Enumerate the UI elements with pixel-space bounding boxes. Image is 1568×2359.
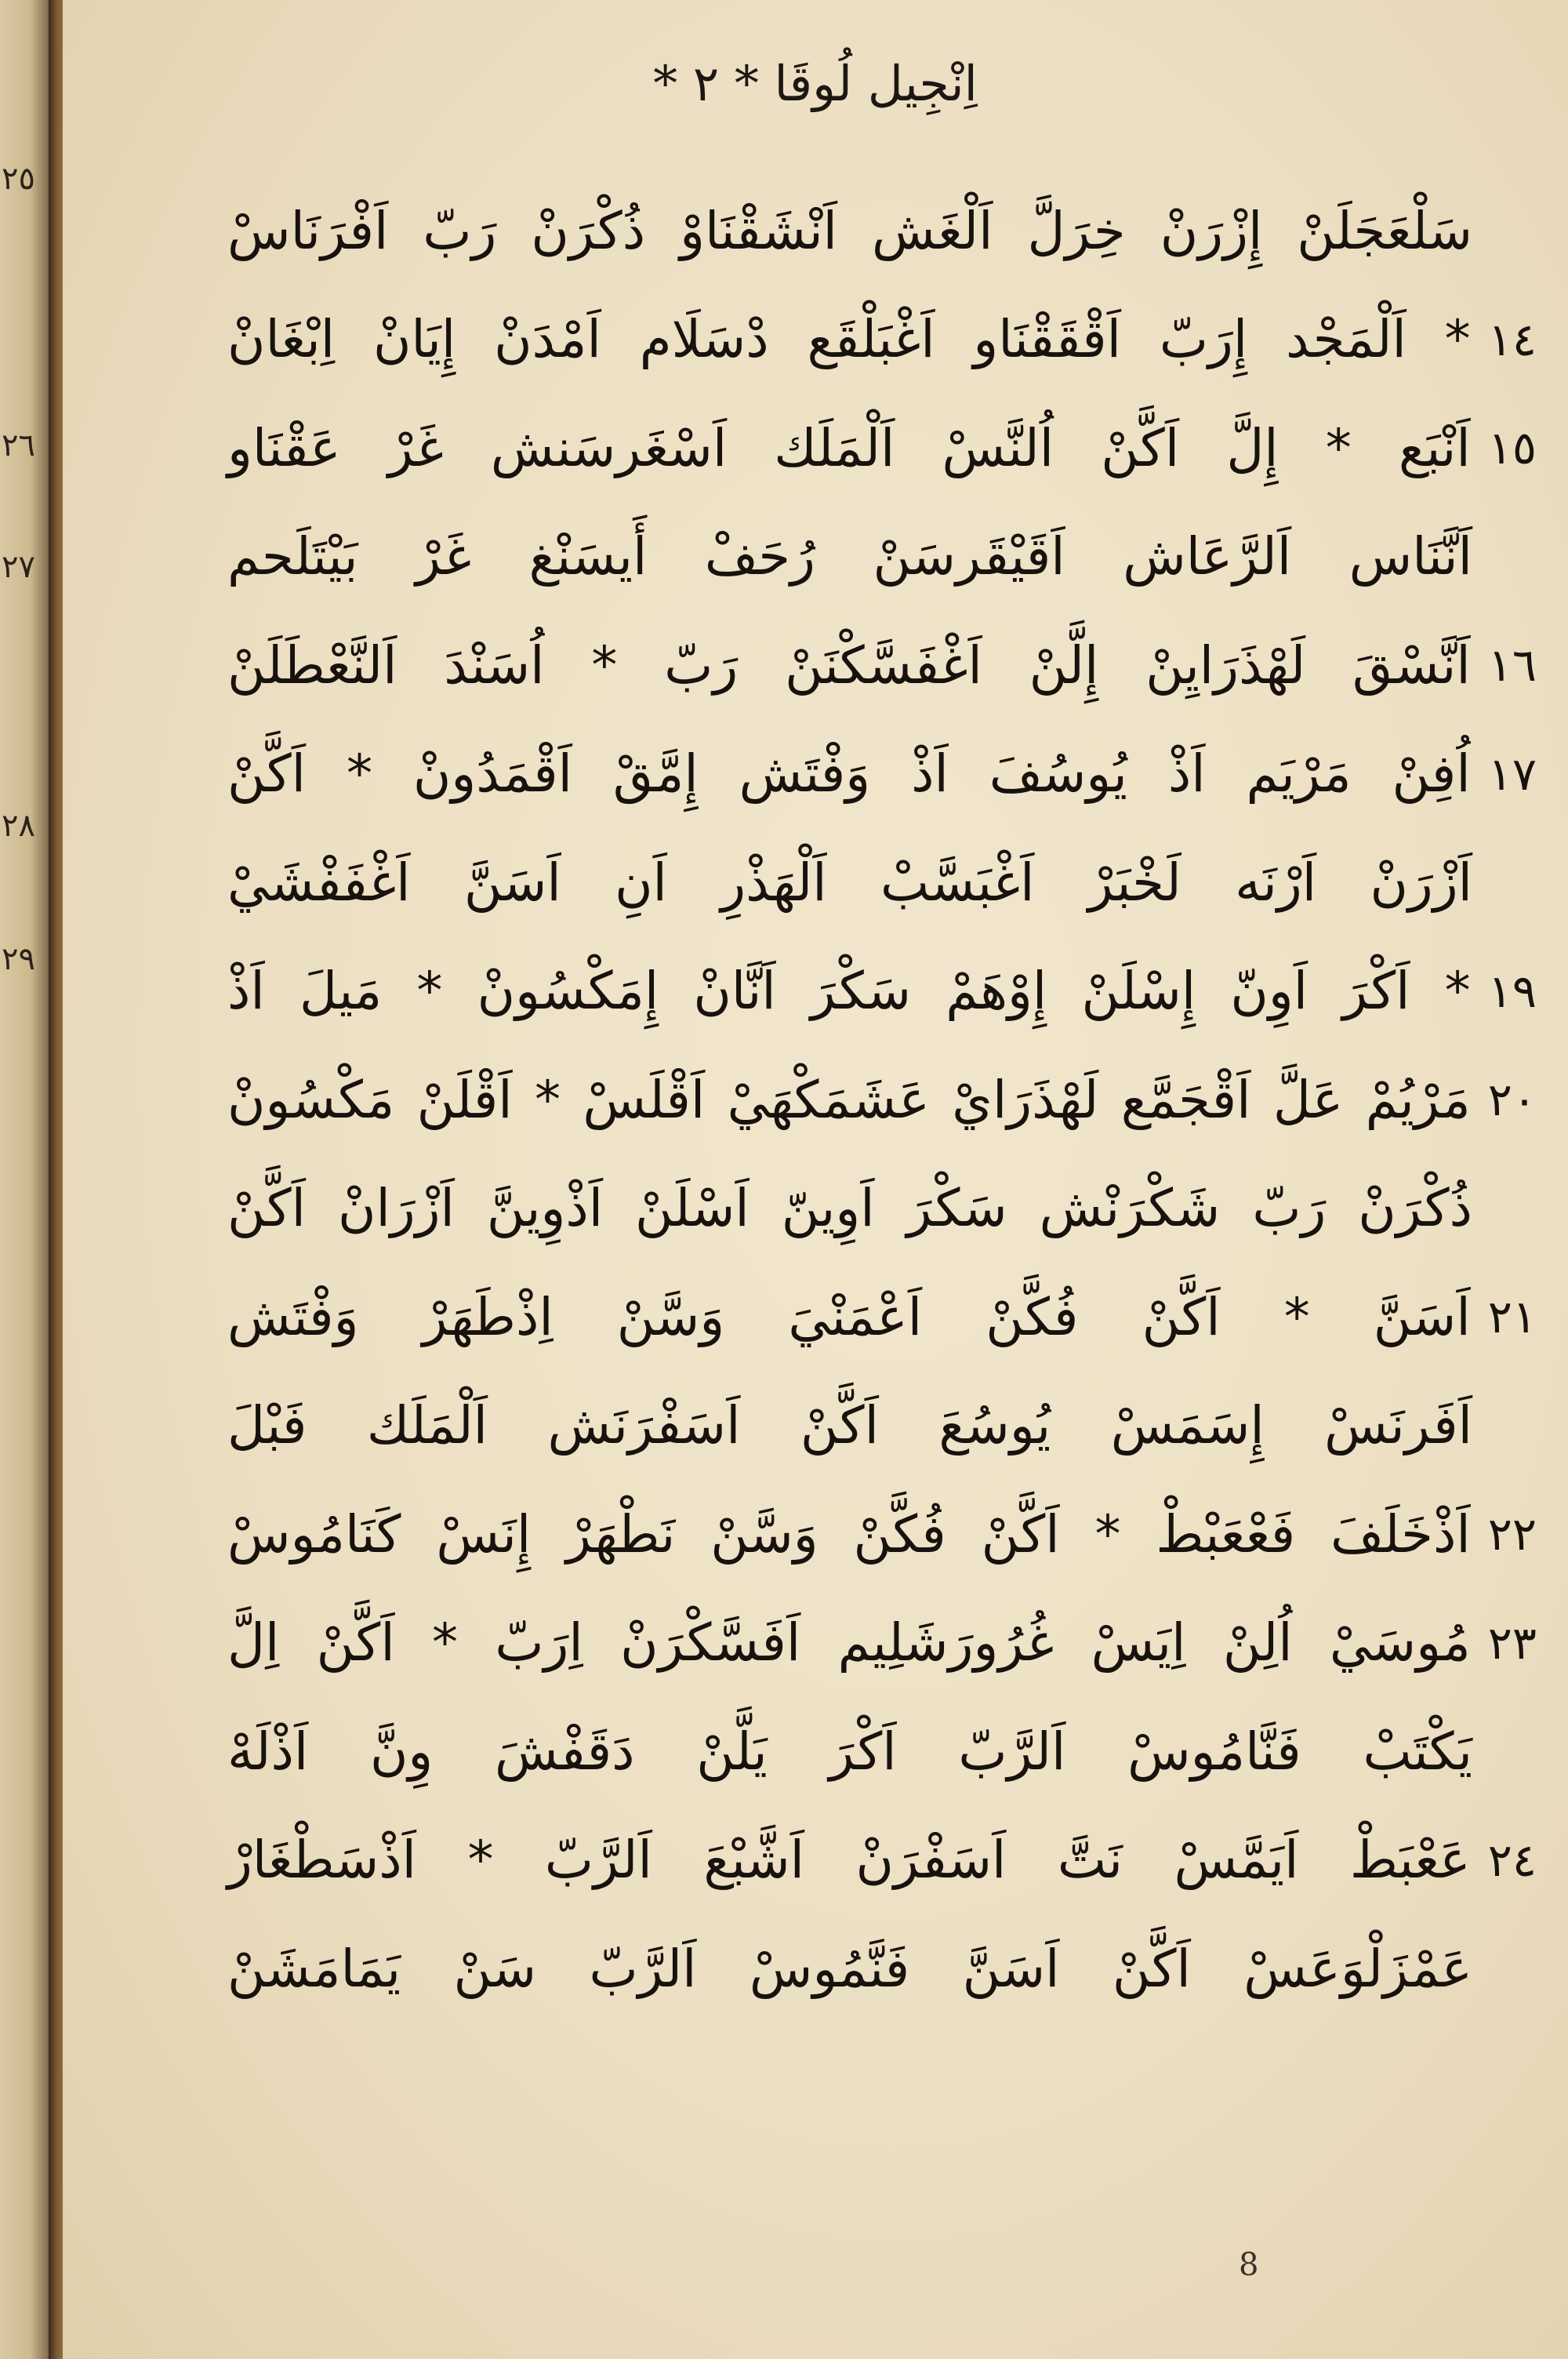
text-line (227, 285, 1537, 394)
line-text: مُوسَيْ اُلِنْ اِيَسْ غُرُورَشَلِيم اَفَسَّكْرَنْ اِرَبّ * اَكَّنْ اِلَّ (227, 1612, 1471, 1674)
verse-number: ١٦ (1487, 638, 1537, 692)
line-text: اَذْخَلَفَ فَعْعَبْطْ * اَكَّنْ فُكَّنْ وَسَّنْ نَطْهَرْ إِنَسْ كَنَامُوسْ (227, 1503, 1471, 1565)
line-text: * اَلْمَجْد إِرَبّ اَقْقَقْنَاو اَغْبَلْقَع دْسَلَام اَمْدَنْ إِيَانْ اِبْغَانْ (227, 309, 1471, 370)
line-text: عَمْزَلْوَعَسْ اَكَّنْ اَسَنَّ فَنَّمُوسْ اَلرَّبّ سَنْ يَمَامَشَنْ (227, 1938, 1472, 1999)
verse-number: ١٩ (1487, 964, 1537, 1018)
text-line (227, 611, 1537, 720)
left-margin-number: ٢٦ (2, 427, 35, 463)
text-line (227, 1914, 1537, 2023)
verse-number: ٢٣ (1487, 1616, 1537, 1670)
text-line (227, 1045, 1537, 1154)
line-text: * اَكْرَ اَوِنّ إِسْلَنْ إِوْهَمْ سَكْرَ اَنَّانْ إِمَكْسُونْ * مَيلَ اَذْ (227, 961, 1471, 1022)
verse-number: ١٤ (1487, 312, 1537, 366)
left-margin-number: ٢٨ (2, 808, 35, 844)
verse-number: ١٧ (1487, 747, 1537, 801)
text-line (227, 1480, 1537, 1589)
text-line (227, 1372, 1537, 1481)
line-text: عَعْبَطْ اَيَمَّسْ نَتَّ اَسَفْرَنْ اَشَّبْعَ اَلرَّبّ * اَذْسَطْغَارْ (227, 1830, 1471, 1891)
verse-number: ٢٤ (1487, 1833, 1537, 1887)
line-text: اَفَرنَسْ إِسَمَسْ يُوسُعَ اَكَّنْ اَسَفْرَنَش اَلْمَلَك فَبْلَ (227, 1395, 1472, 1456)
line-text: ذُكْرَنْ رَبّ شَكْرَنْش سَكْرَ اَوِينّ اَسْلَنْ اَذْوِينَّ اَزْرَانْ اَكَّنْ (227, 1178, 1472, 1239)
text-line (227, 1697, 1537, 1806)
left-page-edge (0, 0, 55, 2359)
text-line (227, 503, 1537, 612)
page-number: 8 (1239, 2247, 1259, 2283)
line-text: يَكْتَبْ فَنَّامُوسْ اَلرَّبّ اَكْرَ يَلَّنْ دَقَفْشَ وِنَّ اَذْلَهْ (227, 1721, 1472, 1782)
left-margin-number: ٢٩ (2, 941, 35, 977)
text-line (227, 1589, 1537, 1698)
line-text: اَسَنَّ * اَكَّنْ فُكَّنْ اَعْمَنْيَ وَسَّنْ اِذْطَهَرْ وَفْتَش (227, 1286, 1471, 1347)
text-body (227, 176, 1537, 2023)
line-text: مَرْيُمْ عَلَّ اَقْجَمَّع لَهْذَرَايْ عَشَمَكْهَيْ اَقْلَسْ * اَقْلَنْ مَكْسُونْ (227, 1069, 1471, 1130)
verse-number: ٢١ (1487, 1290, 1537, 1344)
text-line (227, 720, 1537, 829)
text-line (227, 828, 1537, 937)
verse-number: ٢٢ (1487, 1507, 1537, 1561)
left-margin-number: ٢٧ (2, 549, 35, 585)
line-text: اَزْرَنْ اَرْنَه لَخْبَرْ اَغْبَسَّبْ اَلْهَذْرِ اَنِ اَسَنَّ اَغْفَفْشَيْ (227, 852, 1472, 913)
text-line (227, 937, 1537, 1046)
left-margin-number: ٢٥ (2, 161, 35, 197)
line-text: اُفِنْ مَرْيَم اَذْ يُوسُفَ اَذْ وَفْتَش إِمَّقْ اَقْمَدُونْ * اَكَّنْ (227, 743, 1471, 805)
verse-number: ١٥ (1487, 421, 1537, 475)
line-text: اَنَّنَاس اَلرَّعَاش اَقَيْقَرسَنْ رُحَفْ أَيسَنْغ غَرْ بَيْتَلَحم (227, 526, 1472, 587)
line-text: اَنْبَع * إِلَّ اَكَّنْ اُلنَّسْ اَلْمَلَك اَسْغَرسَنش غَرْ عَقْنَاو (227, 417, 1471, 478)
text-line (227, 394, 1537, 503)
line-text: سَلْعَجَلَنْ إِزْرَنْ خِرَلَّ اَلْغَش اَنْشَقْنَاوْ ذُكْرَنْ رَبّ اَفْرَنَاسْ (227, 200, 1472, 261)
page-header: اِنْجِيل لُوقَا * ٢ * (653, 55, 978, 112)
verse-number: ٢٠ (1487, 1073, 1537, 1127)
book-page (63, 0, 1568, 2359)
text-line (227, 176, 1537, 285)
line-text: اَنَّسْقَ لَهْذَرَايِنْ إِلَّنْ اَغْفَسَّكْنَنْ رَبّ * اُسَنْدَ اَلنَّعْطَلَنْ (227, 634, 1471, 696)
text-line (227, 1263, 1537, 1372)
text-line (227, 1806, 1537, 1915)
text-line (227, 1154, 1537, 1263)
